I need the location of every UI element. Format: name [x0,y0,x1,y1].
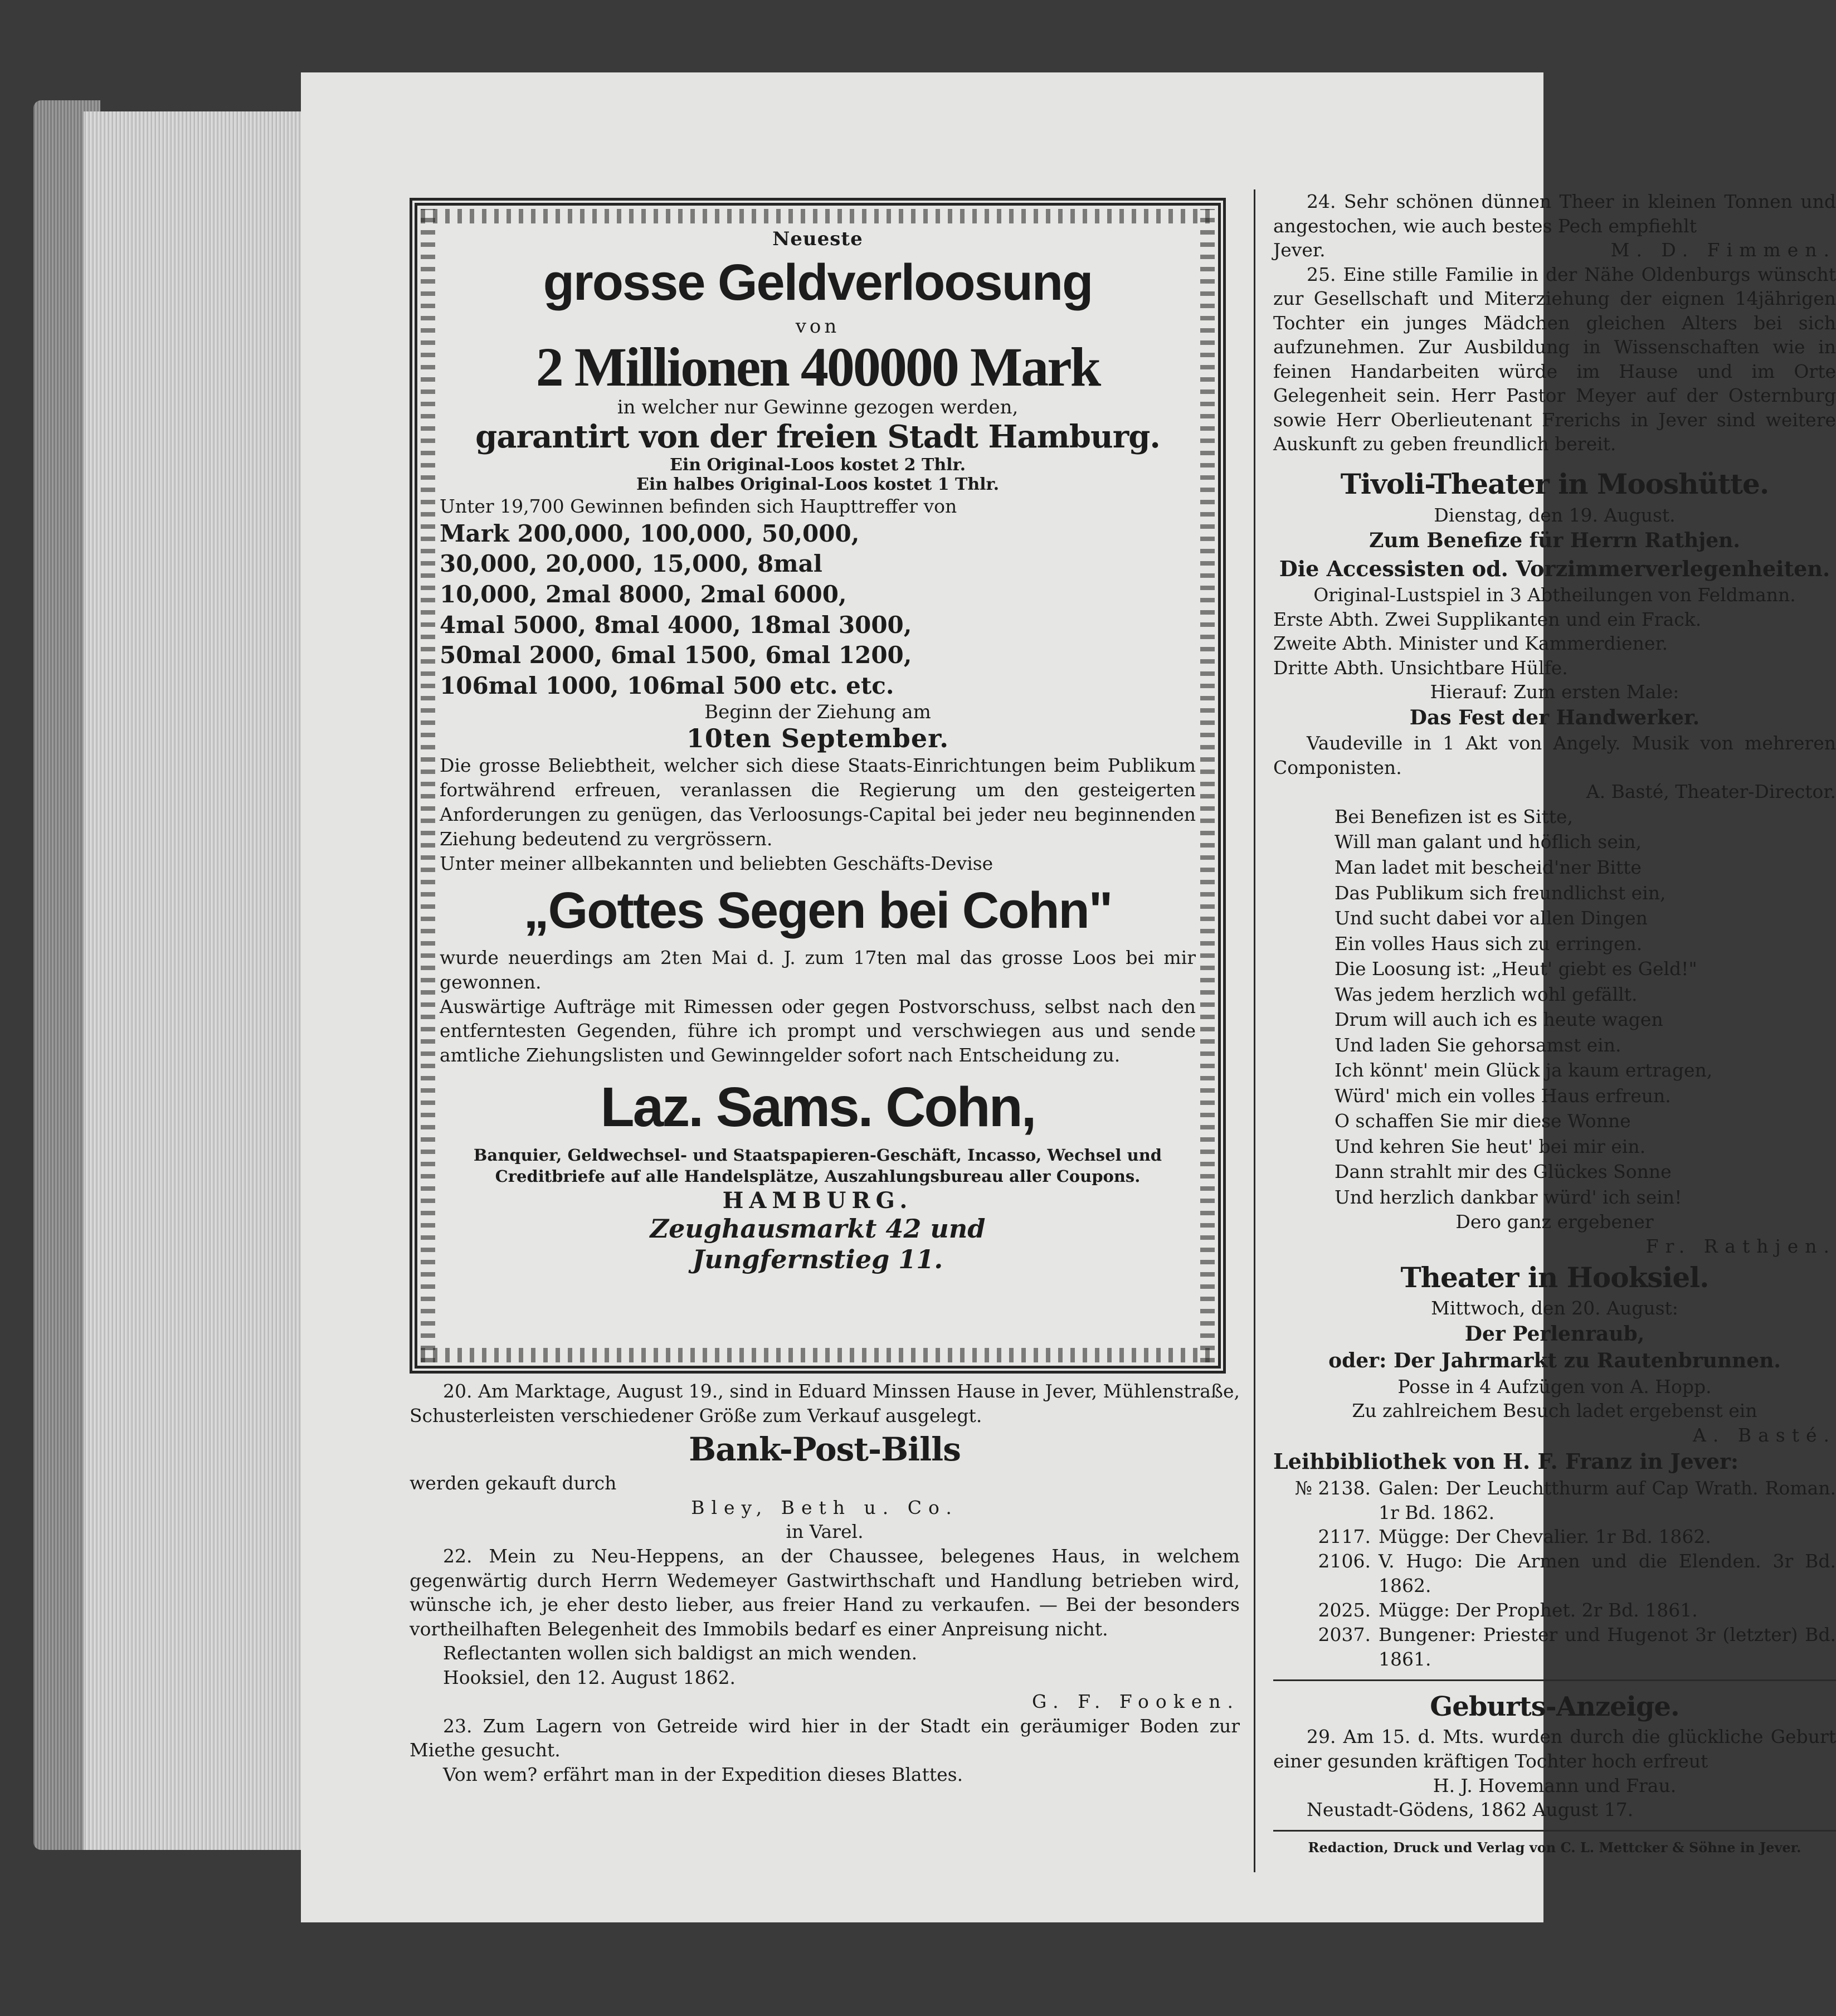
library-entry [1273,1476,1836,1525]
birth-place-date: Neustadt-Gödens, 1862 August 17. [1307,1799,1634,1821]
ad-prizes-3: 10,000, 2mal 8000, 2mal 6000, [440,581,847,608]
poem-line: Drum will auch ich es heute wagen [1335,1009,1663,1031]
ad-line-2: garantirt von der freien Stadt Hamburg. [475,418,1160,455]
hooksiel-date: Mittwoch, den 20. August: [1431,1297,1678,1319]
ad-prizes-6: 106mal 1000, 106mal 500 etc. etc. [440,671,894,699]
poem-line: Würd' mich ein volles Haus erfreun. [1335,1084,1671,1107]
ad-motto: „Gottes Segen bei Cohn" [523,882,1112,939]
poem-line: Und herzlich dankbar würd' ich sein! [1335,1186,1682,1208]
ad-prizes-2: 30,000, 20,000, 15,000, 8mal [440,550,822,578]
bank-post-bills-place: in Varel. [786,1521,864,1543]
birth-signature: H. J. Hovemann und Frau. [1433,1774,1677,1796]
ad-banker-name: Laz. Sams. Cohn, [600,1076,1035,1139]
ornament-border-top [421,209,1215,223]
ad-line-1: in welcher nur Gewinne gezogen werden, [617,396,1019,418]
birth-heading: Geburts-Anzeige. [1430,1691,1679,1722]
poem-line: O schaffen Sie mir diese Wonne [1335,1110,1631,1132]
library-entry-number: 2037. [1318,1623,1371,1645]
left-column-notices [410,1379,1240,1787]
bank-post-bills-signature: Bley, Beth u. Co. [691,1496,958,1518]
notice-22-date: Hooksiel, den 12. August 1862. [443,1666,736,1688]
column-divider [1254,189,1255,1872]
poem-line: Ich könnt' mein Glück ja kaum ertragen, [1335,1059,1713,1082]
notice-22-signature: G. F. Fooken. [1032,1691,1240,1713]
notice-23: 23. Zum Lagern von Getreide wird hier in der Stadt ein geräumiger Boden zur Miethe gesucht. [410,1715,1240,1761]
tivoli-line-4: Dritte Abth. Unsichtbare Hülfe. [1273,656,1568,679]
footer-rule [1273,1830,1836,1832]
ad-draw-date: 10ten September. [686,723,949,754]
notice-20: 20. Am Marktage, August 19., sind in Eduard Minssen Hause in Jever, Mühlenstraße, Schusterleisten verschiedener Größe zum Verkauf ausgelegt. [410,1380,1240,1426]
poem-line: Man ladet mit bescheid'ner Bitte [1335,856,1642,878]
tivoli-line-5: Hierauf: Zum ersten Male: [1430,681,1679,703]
ad-city: HAMBURG. [722,1187,913,1214]
tivoli-line-2: Erste Abth. Zwei Supplikanten und ein Frack. [1273,608,1702,630]
ad-line-5: Unter 19,700 Gewinnen befinden sich Haupttreffer von [440,495,957,517]
hooksiel-signature: A. Basté. [1693,1424,1836,1446]
notice-24-sign-row [1273,238,1836,262]
tivoli-line-7: Vaudeville in 1 Akt von Angely. Musik von mehreren Componisten. [1273,732,1836,778]
notice-24-signature: M. D. Fimmen. [1610,239,1836,261]
hooksiel-title-1: Der Perlenraub, [1464,1322,1645,1346]
library-entry-number: № 2138. [1294,1477,1371,1499]
library-entry-number: 2025. [1318,1599,1371,1621]
right-column-notices [1273,189,1836,1856]
library-entry [1273,1525,1836,1549]
poem-line: Und kehren Sie heut' bei mir ein. [1335,1135,1646,1157]
notice-24: 24. Sehr schönen dünnen Theer in kleinen Tonnen und angestochen, wie auch bestes Pech empfiehlt [1273,191,1836,237]
benefiz-poem [1335,804,1836,1210]
poem-line: Das Publikum sich freundlichst ein, [1335,882,1666,904]
tivoli-play-title: Die Accessisten od. Vorzimmerverlegenheiten. [1279,556,1830,581]
poem-line: Und sucht dabei vor allen Dingen [1335,907,1648,929]
birth-text: 29. Am 15. d. Mts. wurden durch die glückliche Geburt einer gesunden kräftigen Tochter hoch erfreut [1273,1726,1836,1772]
library-list [1273,1476,1836,1672]
ad-neueste: Neueste [772,228,863,250]
tivoli-line-3: Zweite Abth. Minister und Kammerdiener. [1273,632,1668,655]
ad-paragraph-3: wurde neuerdings am 2ten Mai d. J. zum 17ten mal das grosse Loos bei mir gewonnen. [440,946,1196,993]
ornament-border-right [1200,209,1215,1362]
ad-prizes-5: 50mal 2000, 6mal 1500, 6mal 1200, [440,641,912,669]
poem-line: Bei Benefizen ist es Sitte, [1335,805,1573,827]
poem-line: Was jedem herzlich wohl gefällt. [1335,983,1638,1005]
library-entry [1273,1598,1836,1623]
ad-content [440,228,1196,1275]
library-entry [1273,1623,1836,1672]
tivoli-benefiz: Zum Benefize für Herrn Rathjen. [1369,529,1740,553]
ad-amount: 2 Millionen 400000 Mark [535,336,1100,398]
ad-banker-services: Banquier, Geldwechsel- und Staatspapieren-Geschäft, Incasso, Wechsel und Creditbriefe auf alle Handelsplätze, Auszahlungsbureau aller Coupons. [473,1146,1162,1186]
hooksiel-title-2: oder: Der Jahrmarkt zu Rautenbrunnen. [1328,1349,1781,1373]
library-entry-title: V. Hugo: Die Armen und die Elenden. 3r Bd. 1862. [1379,1550,1836,1597]
tivoli-date: Dienstag, den 19. August. [1434,504,1676,526]
hooksiel-line-4: Zu zahlreichem Besuch ladet ergebenst ein [1352,1400,1757,1422]
poem-closing-1: Dero ganz ergebener [1455,1211,1654,1233]
ad-address-2: Jungfernstieg 11. [692,1244,943,1274]
newspaper-page [301,72,1836,1922]
hooksiel-heading: Theater in Hooksiel. [1400,1260,1709,1294]
lottery-advertisement [410,198,1226,1374]
ornament-border-left [421,209,435,1362]
library-entry-number: 2117. [1318,1526,1371,1548]
tivoli-director: A. Basté, Theater-Director. [1586,781,1836,803]
ad-von: von [795,315,840,338]
ad-address-1: Zeughausmarkt 42 und [650,1213,986,1244]
bank-post-bills-heading: Bank-Post-Bills [689,1430,961,1469]
notice-22: 22. Mein zu Neu-Heppens, an der Chaussee, belegenes Haus, in welchem gegenwärtig durch Herrn Wedemeyer Gastwirthschaft und Handlung betrieben wird, wünsche ich, je eher desto lieber, aus freier Hand zu verkaufen. — Bei der besonders vortheilhaften Belegenheit des Immobils bedarf es einer Anpreisung nicht. [410,1545,1240,1640]
notice-22-reflectants: Reflectanten wollen sich baldigst an mich wenden. [443,1642,918,1664]
ad-prizes-4: 4mal 5000, 8mal 4000, 18mal 3000, [440,611,912,639]
ad-line-6: Beginn der Ziehung am [704,701,931,724]
notice-25: 25. Eine stille Familie in der Nähe Oldenburgs wünscht zur Gesellschaft und Miterziehung der eignen 14jährigen Tochter ein junges Mädchen gleichen Alters bei sich aufzunehmen. Zur Ausbildung in Wissenschaften wie in feinen Handarbeiten würde im Hause und im Orte Gelegenheit sein. Herr Pastor Meyer auf der Osternburg sowie Herr Oberlieutenant Frerichs in Jever sind weitere Auskunft zu geben freundlich bereit. [1273,263,1836,455]
notice-23-inquiry: Von wem? erfährt man in der Expedition dieses Blattes. [443,1763,963,1785]
library-entry-title: Mügge: Der Prophet. 2r Bd. 1861. [1379,1599,1698,1621]
ad-paragraph-2: Unter meiner allbekannten und beliebten Geschäfts-Devise [440,852,994,874]
library-entry-title: Bungener: Priester und Hugenot 3r (letzter) Bd. 1861. [1379,1623,1836,1670]
ad-prizes-1: Mark 200,000, 100,000, 50,000, [440,519,860,547]
poem-closing-signature: Fr. Rathjen. [1645,1235,1836,1257]
library-entry [1273,1549,1836,1598]
poem-line: Dann strahlt mir des Glückes Sonne [1335,1161,1672,1183]
poem-line: Die Loosung ist: „Heut' giebt es Geld!" [1335,958,1697,980]
ad-paragraph-1: Die grosse Beliebtheit, welcher sich diese Staats-Einrichtungen beim Publikum fortwährend erfreuen, veranlassen die Regierung um den gesteigerten Anforderungen zu genügen, das Verloosungs-Capital bei jeder neu beginnenden Ziehung bedeutend zu vergrössern. [440,754,1196,850]
imprint-footer: Redaction, Druck und Verlag von C. L. Mettcker & Söhne in Jever. [1308,1839,1801,1856]
library-entry-title: Galen: Der Leuchtthurm auf Cap Wrath. Roman. 1r Bd. 1862. [1379,1477,1836,1523]
ad-line-4: Ein halbes Original-Loos kostet 1 Thlr. [636,475,1000,494]
tivoli-second-play: Das Fest der Handwerker. [1409,705,1700,729]
library-heading: Leihbibliothek von H. F. Franz in Jever: [1273,1449,1739,1474]
section-rule [1273,1679,1836,1681]
page-stack-edge [84,111,318,1850]
tivoli-line-1: Original-Lustspiel in 3 Abtheilungen von Feldmann. [1313,583,1796,606]
notice-24-place: Jever. [1273,239,1326,261]
ornament-border-bottom [421,1348,1215,1362]
library-entry-number: 2106. [1318,1550,1371,1572]
ad-paragraph-4: Auswärtige Aufträge mit Rimessen oder gegen Postvorschuss, selbst nach den entferntesten Gegenden, führe ich prompt und verschwiegen aus und sende amtliche Ziehungslisten und Gewinngelder sofort nach Entscheidung zu. [440,995,1196,1067]
poem-line: Und laden Sie gehorsamst ein. [1335,1034,1621,1056]
hooksiel-line-3: Posse in 4 Aufzügen von A. Hopp. [1397,1375,1712,1397]
ad-line-3: Ein Original-Loos kostet 2 Thlr. [669,455,966,475]
bank-post-bills-text: werden gekauft durch [410,1472,617,1494]
ad-headline: grosse Geldverloosung [543,254,1093,311]
library-entry-title: Mügge: Der Chevalier. 1r Bd. 1862. [1379,1526,1711,1548]
poem-line: Ein volles Haus sich zu erringen. [1335,932,1643,955]
tivoli-heading: Tivoli-Theater in Mooshütte. [1340,468,1769,501]
poem-line: Will man galant und höflich sein, [1335,831,1642,853]
